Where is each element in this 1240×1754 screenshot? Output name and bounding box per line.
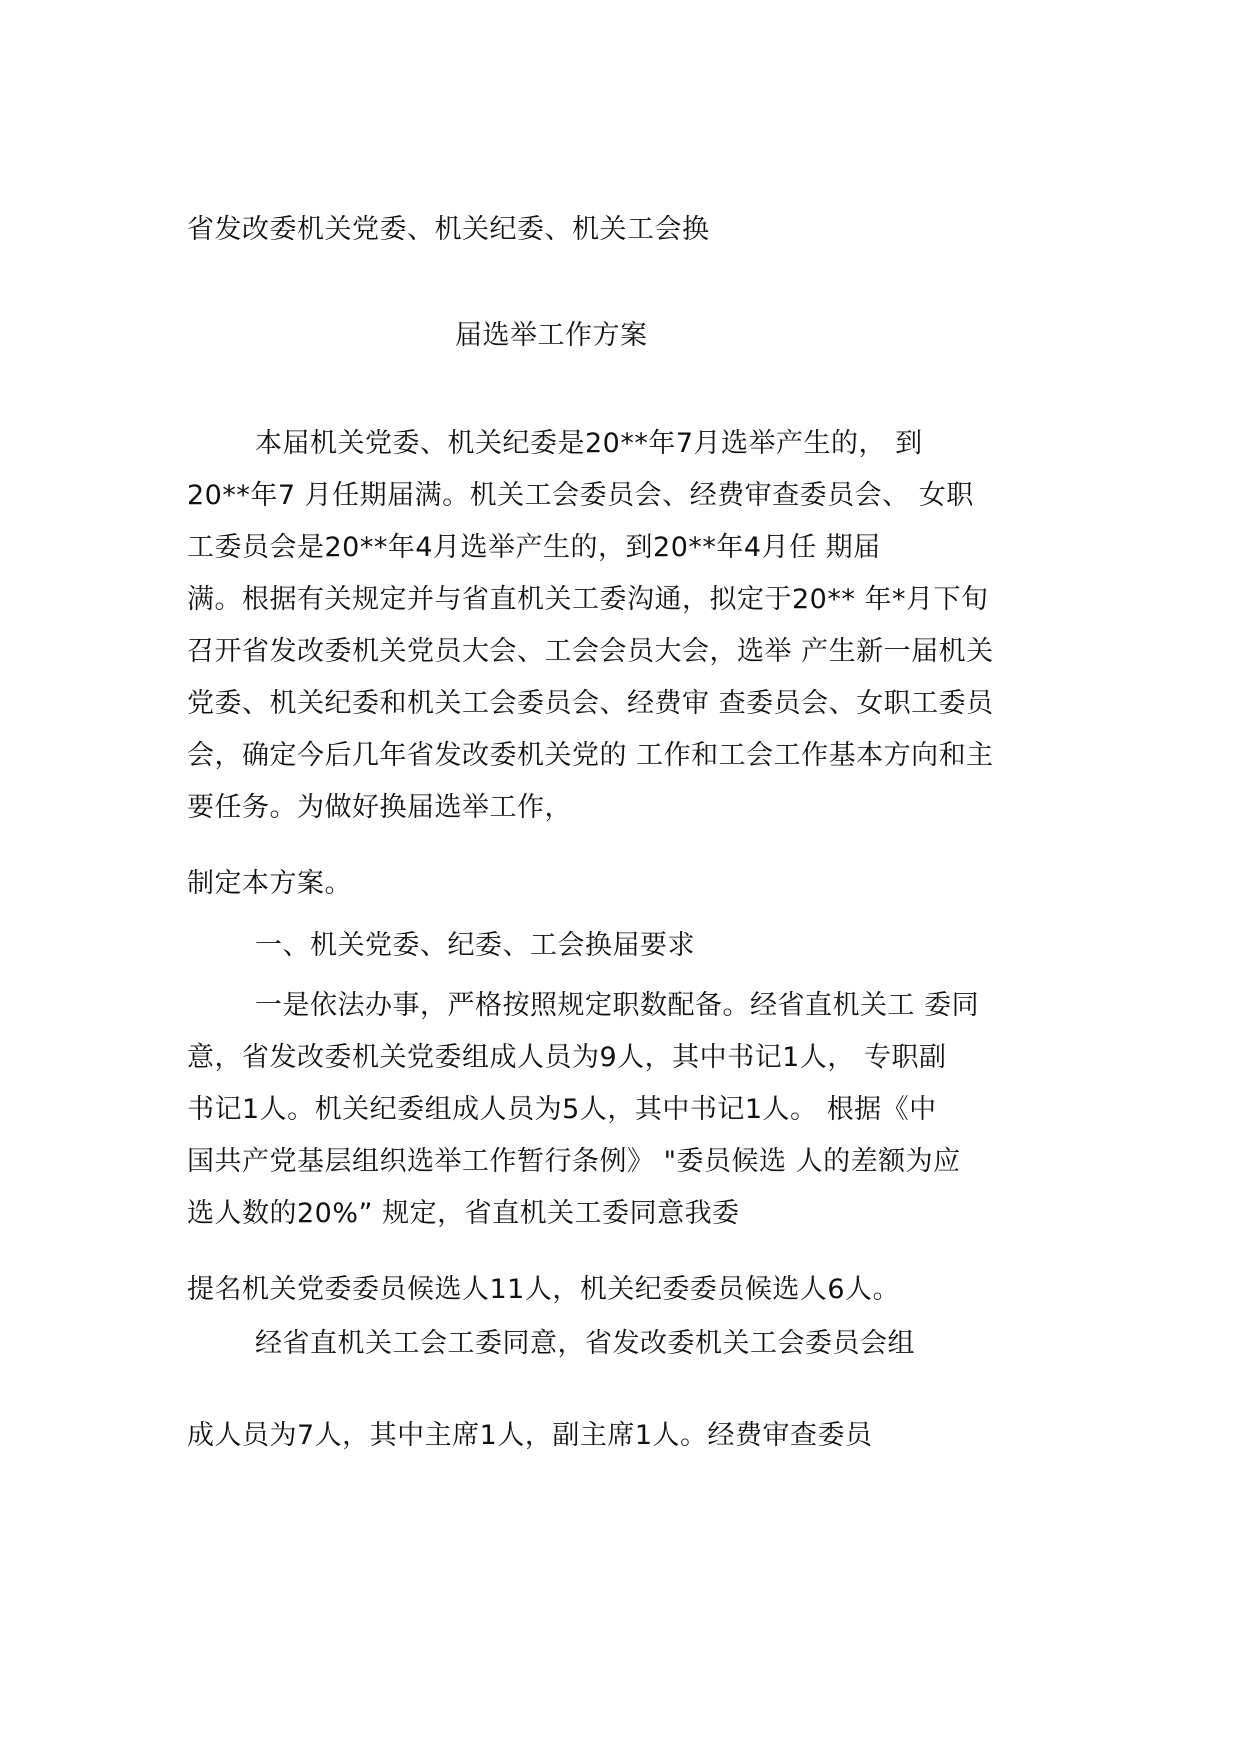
paragraph-line: 一是依法办事，严格按照规定职数配备。经省直机关工 委同 [255,990,980,1021]
paragraph-line: 工委员会是20**年4月选举产生的，到20**年4月任 期届 [187,532,881,563]
paragraph-line: 党委、机关纪委和机关工会委员会、经费审 查委员会、女职工委员 [187,688,994,719]
paragraph-line: 本届机关党委、机关纪委是20**年7月选举产生的， 到 [255,428,923,459]
paragraph-line: 经省直机关工会工委同意，省发改委机关工会委员会组 [255,1328,915,1359]
document-title-line-1: 省发改委机关党委、机关纪委、机关工会换 [187,214,710,245]
paragraph-line: 选人数的20%” 规定，省直机关工委同意我委 [187,1198,740,1229]
paragraph-line: 书记1人。机关纪委组成人员为5人，其中书记1人。 根据《中 [187,1094,937,1125]
section-heading: 一、机关党委、纪委、工会换届要求 [255,930,695,961]
paragraph-line: 提名机关党委委员候选人11人，机关纪委委员候选人6人。 [187,1274,901,1305]
paragraph-line: 召开省发改委机关党员大会、工会会员大会，选举 产生新一届机关 [187,636,994,667]
paragraph-line: 20**年7 月任期届满。机关工会委员会、经费审查委员会、 女职 [187,480,974,511]
paragraph-line: 制定本方案。 [187,868,352,899]
document-title-line-2: 届选举工作方案 [455,320,648,351]
paragraph-line: 国共产党基层组织选举工作暂行条例》 "委员候选 人的差额为应 [187,1146,961,1177]
paragraph-line: 意，省发改委机关党委组成人员为9人，其中书记1人， 专职副 [187,1042,947,1073]
paragraph-line: 成人员为7人，其中主席1人，副主席1人。经费审查委员 [187,1420,873,1451]
paragraph-line: 要任务。为做好换届选举工作， [187,792,572,823]
paragraph-line: 满。根据有关规定并与省直机关工委沟通，拟定于20** 年*月下旬 [187,584,989,615]
paragraph-line: 会，确定今后几年省发改委机关党的 工作和工会工作基本方向和主 [187,740,994,771]
